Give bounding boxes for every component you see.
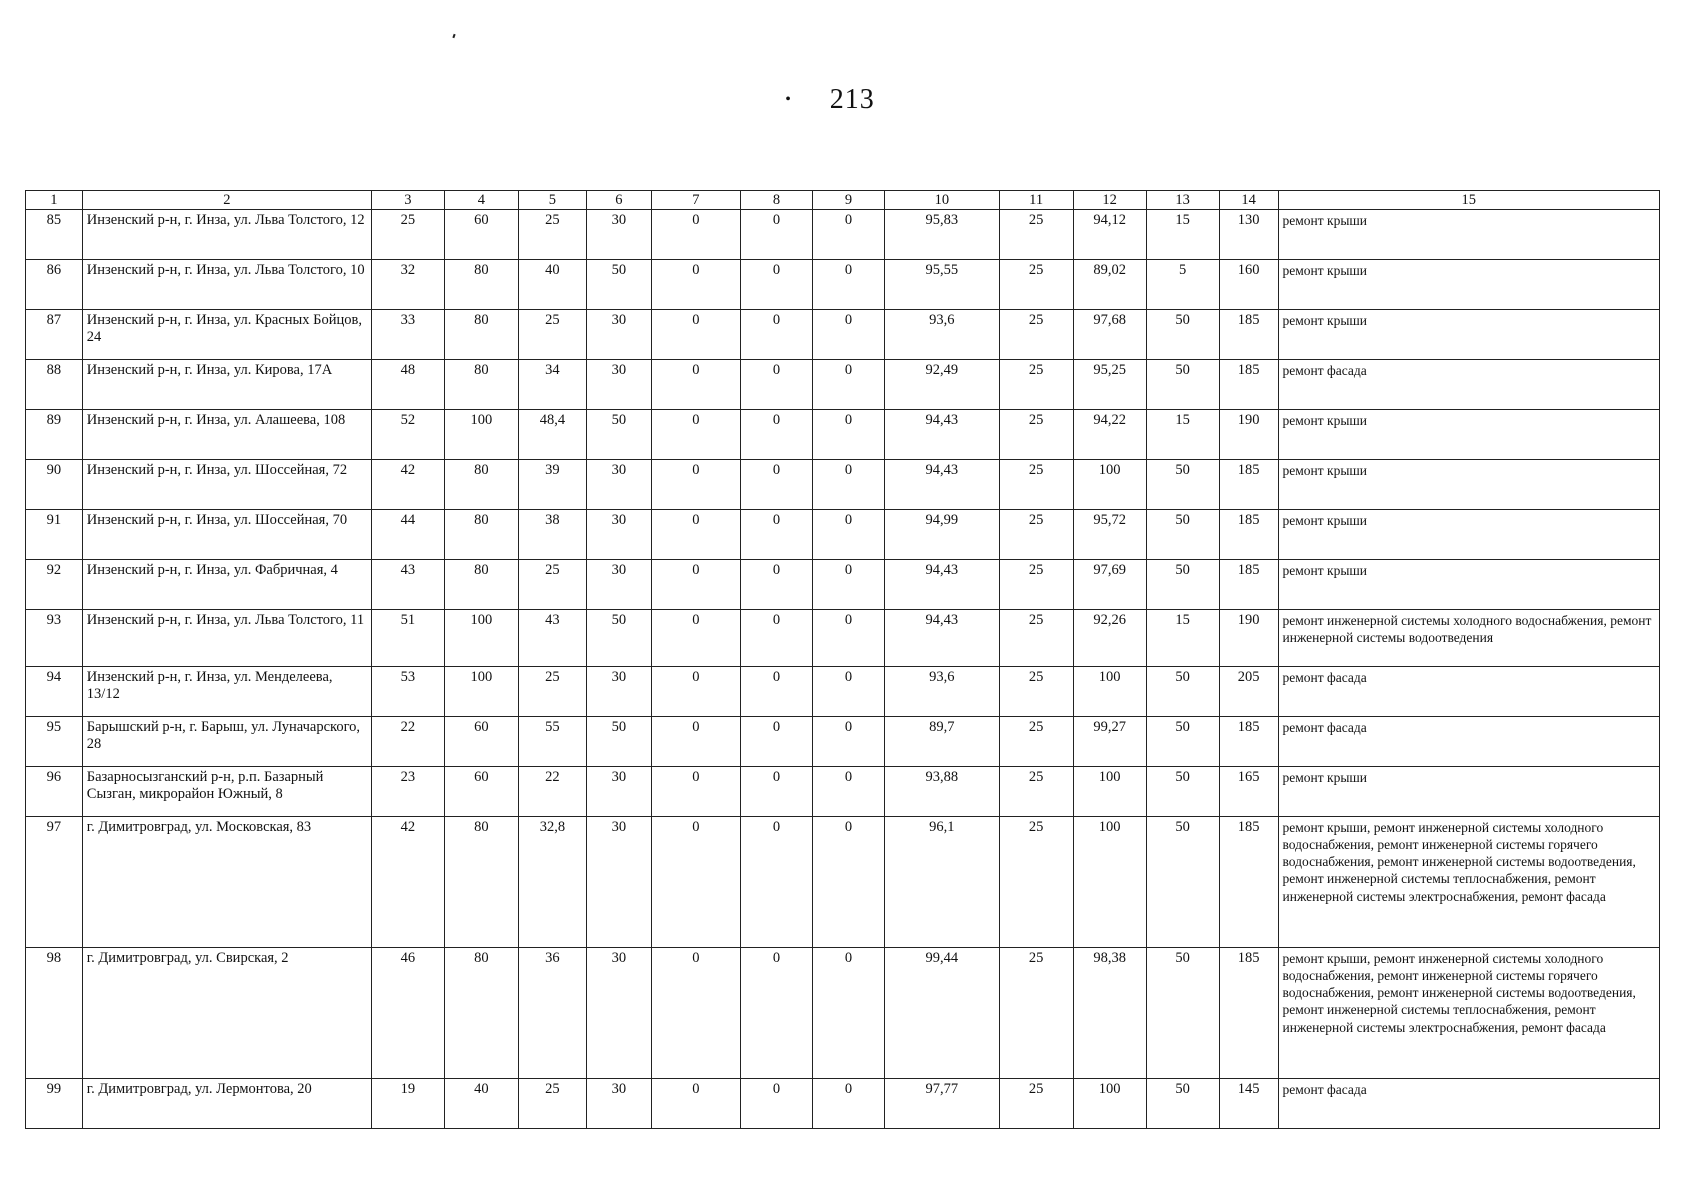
- value-cell: 165: [1219, 767, 1278, 817]
- value-cell: 50: [1146, 667, 1219, 717]
- column-header: 6: [586, 191, 651, 210]
- value-cell: 0: [813, 948, 885, 1079]
- value-cell: 95,55: [885, 260, 1000, 310]
- page-number: [0, 84, 1698, 116]
- value-cell: 25: [518, 667, 586, 717]
- work-type-cell: ремонт фасада: [1278, 667, 1660, 717]
- table-row: [26, 717, 1660, 767]
- value-cell: 130: [1219, 210, 1278, 260]
- value-cell: 25: [518, 310, 586, 360]
- value-cell: 5: [1146, 260, 1219, 310]
- value-cell: 30: [586, 460, 651, 510]
- column-header: 11: [999, 191, 1073, 210]
- value-cell: 185: [1219, 460, 1278, 510]
- value-cell: 0: [651, 717, 740, 767]
- work-type-cell: ремонт фасада: [1278, 717, 1660, 767]
- row-number-cell: 86: [26, 260, 83, 310]
- value-cell: 25: [999, 610, 1073, 667]
- table-row: [26, 610, 1660, 667]
- column-header: 5: [518, 191, 586, 210]
- value-cell: 100: [1073, 667, 1146, 717]
- value-cell: 0: [651, 310, 740, 360]
- value-cell: 0: [741, 817, 813, 948]
- value-cell: 0: [741, 310, 813, 360]
- data-table: [25, 190, 1660, 1129]
- value-cell: 30: [586, 310, 651, 360]
- value-cell: 100: [444, 667, 518, 717]
- value-cell: 185: [1219, 560, 1278, 610]
- work-type-cell: ремонт фасада: [1278, 360, 1660, 410]
- value-cell: 0: [813, 560, 885, 610]
- value-cell: 23: [371, 767, 444, 817]
- value-cell: 50: [1146, 510, 1219, 560]
- table-row: [26, 560, 1660, 610]
- row-number-cell: 98: [26, 948, 83, 1079]
- value-cell: 0: [813, 610, 885, 667]
- row-number-cell: 95: [26, 717, 83, 767]
- value-cell: 96,1: [885, 817, 1000, 948]
- row-number-cell: 88: [26, 360, 83, 410]
- column-header: 12: [1073, 191, 1146, 210]
- value-cell: 185: [1219, 948, 1278, 1079]
- value-cell: 190: [1219, 410, 1278, 460]
- value-cell: 190: [1219, 610, 1278, 667]
- column-header: 3: [371, 191, 444, 210]
- value-cell: 89,02: [1073, 260, 1146, 310]
- value-cell: 98,38: [1073, 948, 1146, 1079]
- value-cell: 0: [813, 667, 885, 717]
- table-row: [26, 360, 1660, 410]
- address-cell: Инзенский р-н, г. Инза, ул. Шоссейная, 70: [82, 510, 371, 560]
- value-cell: 50: [1146, 817, 1219, 948]
- value-cell: 46: [371, 948, 444, 1079]
- value-cell: 50: [1146, 767, 1219, 817]
- value-cell: 25: [999, 460, 1073, 510]
- value-cell: 50: [1146, 460, 1219, 510]
- address-cell: г. Димитровград, ул. Московская, 83: [82, 817, 371, 948]
- value-cell: 30: [586, 817, 651, 948]
- value-cell: 94,43: [885, 460, 1000, 510]
- value-cell: 89,7: [885, 717, 1000, 767]
- value-cell: 25: [999, 817, 1073, 948]
- value-cell: 36: [518, 948, 586, 1079]
- value-cell: 33: [371, 310, 444, 360]
- value-cell: 60: [444, 210, 518, 260]
- value-cell: 15: [1146, 410, 1219, 460]
- value-cell: 50: [586, 410, 651, 460]
- address-cell: г. Димитровград, ул. Лермонтова, 20: [82, 1079, 371, 1129]
- value-cell: 25: [999, 510, 1073, 560]
- row-number-cell: 94: [26, 667, 83, 717]
- value-cell: 99,44: [885, 948, 1000, 1079]
- value-cell: 0: [651, 460, 740, 510]
- value-cell: 100: [1073, 460, 1146, 510]
- value-cell: 30: [586, 360, 651, 410]
- row-number-cell: 89: [26, 410, 83, 460]
- value-cell: 44: [371, 510, 444, 560]
- work-type-cell: ремонт крыши: [1278, 560, 1660, 610]
- value-cell: 30: [586, 667, 651, 717]
- value-cell: 0: [741, 1079, 813, 1129]
- table-row: [26, 1079, 1660, 1129]
- work-type-cell: ремонт крыши: [1278, 410, 1660, 460]
- value-cell: 32: [371, 260, 444, 310]
- value-cell: 0: [741, 717, 813, 767]
- value-cell: 43: [518, 610, 586, 667]
- work-type-cell: ремонт инженерной системы холодного водоснабжения, ремонт инженерной системы водоотведения: [1278, 610, 1660, 667]
- value-cell: 185: [1219, 310, 1278, 360]
- value-cell: 185: [1219, 360, 1278, 410]
- value-cell: 0: [651, 767, 740, 817]
- row-number-cell: 90: [26, 460, 83, 510]
- value-cell: 97,77: [885, 1079, 1000, 1129]
- value-cell: 32,8: [518, 817, 586, 948]
- value-cell: 25: [999, 360, 1073, 410]
- work-type-cell: ремонт крыши: [1278, 767, 1660, 817]
- value-cell: 0: [741, 260, 813, 310]
- value-cell: 50: [1146, 948, 1219, 1079]
- row-number-cell: 96: [26, 767, 83, 817]
- value-cell: 0: [741, 610, 813, 667]
- table-row: [26, 767, 1660, 817]
- value-cell: 80: [444, 560, 518, 610]
- table-row: [26, 510, 1660, 560]
- value-cell: 25: [999, 310, 1073, 360]
- value-cell: 0: [741, 560, 813, 610]
- value-cell: 48,4: [518, 410, 586, 460]
- work-type-cell: ремонт крыши, ремонт инженерной системы холодного водоснабжения, ремонт инженерной системы горячего водоснабжения, ремонт инженерной системы водоотведения, ремонт инженерной системы теплоснабжения, ремонт инженерной системы электроснабжения, ремонт фасада: [1278, 817, 1660, 948]
- value-cell: 52: [371, 410, 444, 460]
- address-cell: Инзенский р-н, г. Инза, ул. Менделеева, 13/12: [82, 667, 371, 717]
- value-cell: 0: [813, 817, 885, 948]
- value-cell: 0: [813, 510, 885, 560]
- value-cell: 92,26: [1073, 610, 1146, 667]
- value-cell: 19: [371, 1079, 444, 1129]
- value-cell: 0: [813, 360, 885, 410]
- address-cell: Инзенский р-н, г. Инза, ул. Льва Толстого, 10: [82, 260, 371, 310]
- table-row: [26, 948, 1660, 1079]
- row-number-cell: 93: [26, 610, 83, 667]
- value-cell: 0: [741, 510, 813, 560]
- column-header: 15: [1278, 191, 1660, 210]
- value-cell: 0: [813, 260, 885, 310]
- column-header: 4: [444, 191, 518, 210]
- value-cell: 0: [651, 667, 740, 717]
- value-cell: 50: [1146, 310, 1219, 360]
- value-cell: 51: [371, 610, 444, 667]
- value-cell: 0: [651, 948, 740, 1079]
- value-cell: 0: [651, 510, 740, 560]
- value-cell: 93,88: [885, 767, 1000, 817]
- value-cell: 0: [813, 410, 885, 460]
- value-cell: 30: [586, 1079, 651, 1129]
- value-cell: 55: [518, 717, 586, 767]
- table-body: [26, 191, 1660, 1129]
- address-cell: Инзенский р-н, г. Инза, ул. Кирова, 17А: [82, 360, 371, 410]
- value-cell: 25: [999, 948, 1073, 1079]
- page-number-text: 213: [829, 84, 875, 115]
- value-cell: 25: [999, 210, 1073, 260]
- value-cell: 100: [1073, 767, 1146, 817]
- value-cell: 25: [999, 1079, 1073, 1129]
- work-type-cell: ремонт фасада: [1278, 1079, 1660, 1129]
- value-cell: 205: [1219, 667, 1278, 717]
- value-cell: 0: [741, 767, 813, 817]
- row-number-cell: 92: [26, 560, 83, 610]
- value-cell: 100: [444, 610, 518, 667]
- work-type-cell: ремонт крыши, ремонт инженерной системы холодного водоснабжения, ремонт инженерной системы горячего водоснабжения, ремонт инженерной системы водоотведения, ремонт инженерной системы теплоснабжения, ремонт инженерной системы электроснабжения, ремонт фасада: [1278, 948, 1660, 1079]
- value-cell: 25: [999, 560, 1073, 610]
- value-cell: 94,12: [1073, 210, 1146, 260]
- column-header: 9: [813, 191, 885, 210]
- value-cell: 80: [444, 460, 518, 510]
- value-cell: 50: [1146, 717, 1219, 767]
- value-cell: 30: [586, 948, 651, 1079]
- value-cell: 0: [651, 1079, 740, 1129]
- value-cell: 94,22: [1073, 410, 1146, 460]
- value-cell: 0: [651, 410, 740, 460]
- value-cell: 15: [1146, 210, 1219, 260]
- value-cell: 94,43: [885, 560, 1000, 610]
- value-cell: 100: [1073, 1079, 1146, 1129]
- address-cell: Инзенский р-н, г. Инза, ул. Алашеева, 108: [82, 410, 371, 460]
- value-cell: 22: [518, 767, 586, 817]
- value-cell: 0: [813, 1079, 885, 1129]
- value-cell: 30: [586, 767, 651, 817]
- address-cell: г. Димитровград, ул. Свирская, 2: [82, 948, 371, 1079]
- value-cell: 0: [741, 360, 813, 410]
- table-row: [26, 210, 1660, 260]
- value-cell: 100: [1073, 817, 1146, 948]
- value-cell: 185: [1219, 510, 1278, 560]
- address-cell: Инзенский р-н, г. Инза, ул. Фабричная, 4: [82, 560, 371, 610]
- value-cell: 0: [651, 817, 740, 948]
- work-type-cell: ремонт крыши: [1278, 510, 1660, 560]
- value-cell: 48: [371, 360, 444, 410]
- scan-mark: •: [785, 91, 792, 108]
- value-cell: 30: [586, 510, 651, 560]
- value-cell: 100: [444, 410, 518, 460]
- column-header: 14: [1219, 191, 1278, 210]
- value-cell: 50: [586, 717, 651, 767]
- value-cell: 94,43: [885, 610, 1000, 667]
- value-cell: 50: [586, 610, 651, 667]
- value-cell: 185: [1219, 717, 1278, 767]
- value-cell: 25: [999, 767, 1073, 817]
- work-type-cell: ремонт крыши: [1278, 460, 1660, 510]
- value-cell: 93,6: [885, 310, 1000, 360]
- value-cell: 0: [813, 310, 885, 360]
- value-cell: 0: [651, 610, 740, 667]
- value-cell: 60: [444, 767, 518, 817]
- row-number-cell: 91: [26, 510, 83, 560]
- value-cell: 95,25: [1073, 360, 1146, 410]
- value-cell: 34: [518, 360, 586, 410]
- table-row: [26, 460, 1660, 510]
- address-cell: Барышский р-н, г. Барыш, ул. Луначарского, 28: [82, 717, 371, 767]
- row-number-cell: 99: [26, 1079, 83, 1129]
- value-cell: 30: [586, 560, 651, 610]
- header-row: [26, 191, 1660, 210]
- row-number-cell: 85: [26, 210, 83, 260]
- value-cell: 50: [1146, 560, 1219, 610]
- value-cell: 0: [813, 460, 885, 510]
- value-cell: 42: [371, 460, 444, 510]
- value-cell: 42: [371, 817, 444, 948]
- value-cell: 15: [1146, 610, 1219, 667]
- value-cell: 25: [999, 260, 1073, 310]
- value-cell: 38: [518, 510, 586, 560]
- value-cell: 25: [518, 1079, 586, 1129]
- value-cell: 94,43: [885, 410, 1000, 460]
- value-cell: 43: [371, 560, 444, 610]
- work-type-cell: ремонт крыши: [1278, 210, 1660, 260]
- value-cell: 80: [444, 948, 518, 1079]
- value-cell: 40: [518, 260, 586, 310]
- work-type-cell: ремонт крыши: [1278, 260, 1660, 310]
- column-header: 8: [741, 191, 813, 210]
- value-cell: 95,72: [1073, 510, 1146, 560]
- value-cell: 0: [651, 210, 740, 260]
- value-cell: 39: [518, 460, 586, 510]
- column-header: 13: [1146, 191, 1219, 210]
- value-cell: 0: [741, 210, 813, 260]
- value-cell: 25: [999, 717, 1073, 767]
- table-row: [26, 260, 1660, 310]
- value-cell: 25: [999, 410, 1073, 460]
- address-cell: Инзенский р-н, г. Инза, ул. Шоссейная, 72: [82, 460, 371, 510]
- table-row: [26, 667, 1660, 717]
- value-cell: 80: [444, 310, 518, 360]
- value-cell: 25: [518, 210, 586, 260]
- value-cell: 160: [1219, 260, 1278, 310]
- value-cell: 93,6: [885, 667, 1000, 717]
- value-cell: 0: [813, 717, 885, 767]
- value-cell: 50: [1146, 360, 1219, 410]
- value-cell: 30: [586, 210, 651, 260]
- value-cell: 0: [651, 260, 740, 310]
- value-cell: 0: [651, 560, 740, 610]
- value-cell: 80: [444, 360, 518, 410]
- value-cell: 97,69: [1073, 560, 1146, 610]
- address-cell: Инзенский р-н, г. Инза, ул. Красных Бойцов, 24: [82, 310, 371, 360]
- column-header: 10: [885, 191, 1000, 210]
- value-cell: 50: [1146, 1079, 1219, 1129]
- value-cell: 80: [444, 260, 518, 310]
- value-cell: 145: [1219, 1079, 1278, 1129]
- value-cell: 99,27: [1073, 717, 1146, 767]
- value-cell: 0: [813, 767, 885, 817]
- value-cell: 50: [586, 260, 651, 310]
- value-cell: 97,68: [1073, 310, 1146, 360]
- value-cell: 40: [444, 1079, 518, 1129]
- value-cell: 53: [371, 667, 444, 717]
- value-cell: 94,99: [885, 510, 1000, 560]
- table-row: [26, 310, 1660, 360]
- value-cell: 25: [999, 667, 1073, 717]
- address-cell: Инзенский р-н, г. Инза, ул. Льва Толстого, 11: [82, 610, 371, 667]
- value-cell: 92,49: [885, 360, 1000, 410]
- value-cell: 60: [444, 717, 518, 767]
- value-cell: 185: [1219, 817, 1278, 948]
- work-type-cell: ремонт крыши: [1278, 310, 1660, 360]
- value-cell: 95,83: [885, 210, 1000, 260]
- value-cell: 0: [741, 410, 813, 460]
- value-cell: 0: [741, 948, 813, 1079]
- value-cell: 80: [444, 510, 518, 560]
- column-header: 1: [26, 191, 83, 210]
- value-cell: 0: [741, 667, 813, 717]
- row-number-cell: 97: [26, 817, 83, 948]
- scan-speck: [452, 34, 455, 38]
- value-cell: 25: [371, 210, 444, 260]
- address-cell: Инзенский р-н, г. Инза, ул. Льва Толстого, 12: [82, 210, 371, 260]
- column-header: 2: [82, 191, 371, 210]
- address-cell: Базарносызганский р-н, р.п. Базарный Сызган, микрорайон Южный, 8: [82, 767, 371, 817]
- value-cell: 80: [444, 817, 518, 948]
- value-cell: 0: [813, 210, 885, 260]
- value-cell: 0: [651, 360, 740, 410]
- table-row: [26, 410, 1660, 460]
- value-cell: 25: [518, 560, 586, 610]
- table-row: [26, 817, 1660, 948]
- value-cell: 22: [371, 717, 444, 767]
- value-cell: 0: [741, 460, 813, 510]
- column-header: 7: [651, 191, 740, 210]
- row-number-cell: 87: [26, 310, 83, 360]
